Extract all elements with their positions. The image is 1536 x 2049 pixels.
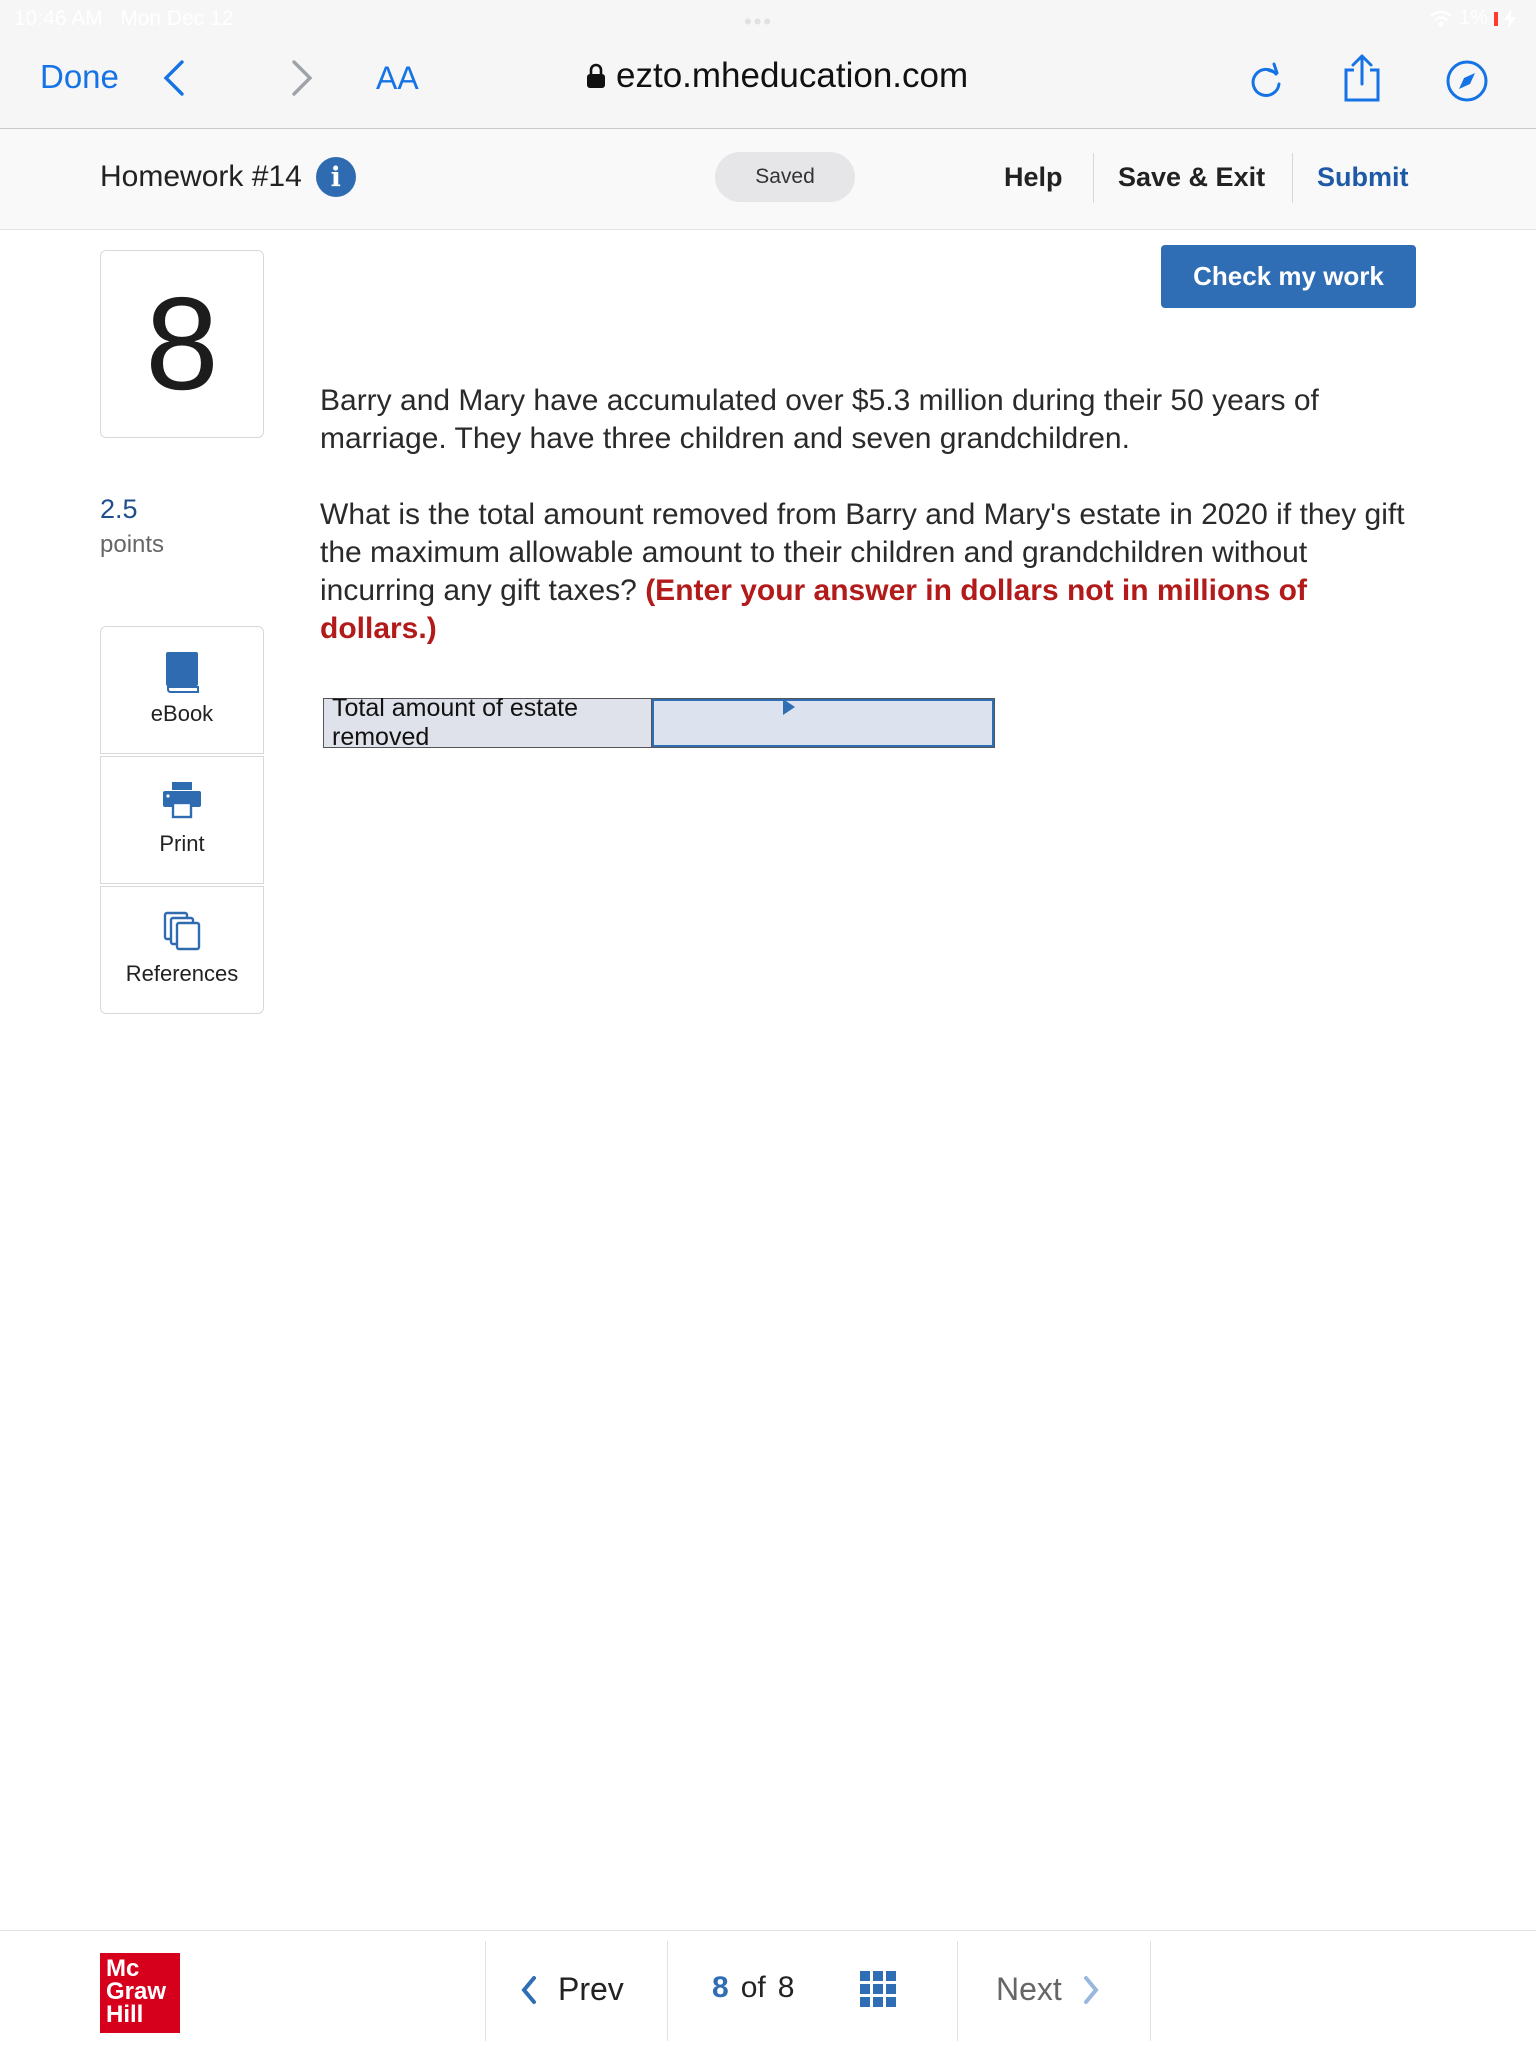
status-time: 10:46 AM Mon Dec 12	[14, 7, 234, 30]
multitasking-dots[interactable]: •••	[744, 9, 774, 34]
address-bar[interactable]	[586, 56, 968, 96]
back-icon[interactable]	[160, 56, 190, 100]
assignment-title	[100, 157, 356, 197]
info-icon[interactable]: i	[316, 157, 356, 197]
references-icon	[163, 911, 201, 951]
chevron-left-icon	[520, 1975, 538, 2005]
book-icon	[165, 651, 199, 693]
ebook-label: eBook	[150, 701, 214, 726]
next-button[interactable]: Next	[996, 1971, 1100, 2008]
save-exit-button[interactable]: Save & Exit	[1118, 162, 1266, 192]
question-number: 8	[145, 270, 219, 417]
divider	[485, 1941, 486, 2041]
assignment-title-text: Homework #14	[100, 160, 302, 193]
reload-icon[interactable]	[1246, 62, 1286, 102]
done-button[interactable]: Done	[40, 58, 119, 95]
print-button[interactable]	[100, 756, 264, 884]
help-button[interactable]: Help	[1004, 162, 1063, 192]
references-button[interactable]	[100, 886, 264, 1014]
question-number-box	[100, 250, 264, 438]
battery-percent: 1%	[1459, 7, 1488, 29]
url-text: ezto.mheducation.com	[616, 56, 969, 95]
divider	[667, 1941, 668, 2041]
printer-icon	[162, 781, 202, 819]
total-questions: 8	[777, 1971, 795, 2004]
input-marker-icon	[783, 699, 795, 715]
question-context: Barry and Mary have accumulated over $5.3 million during their 50 years of marriage. They have three children and seven grandchildren.	[320, 384, 1319, 455]
print-label: Print	[159, 831, 205, 856]
submit-button[interactable]: Submit	[1317, 162, 1409, 192]
share-icon[interactable]	[1340, 52, 1384, 104]
saved-status-badge: Saved	[715, 152, 855, 202]
wifi-icon	[1429, 10, 1453, 28]
assignment-header	[0, 129, 1536, 230]
divider	[957, 1941, 958, 2041]
answer-instruction: (Enter your answer in dollars not in millions of dollars.)	[320, 574, 1307, 645]
answer-table-row	[323, 694, 995, 751]
divider	[1292, 153, 1293, 203]
chevron-right-icon	[1082, 1975, 1100, 2005]
browser-toolbar	[0, 40, 1536, 129]
of-label: of	[740, 1971, 766, 2004]
check-my-work-button[interactable]: Check my work	[1161, 245, 1416, 308]
ebook-button[interactable]	[100, 626, 264, 754]
question-prompt	[320, 496, 1430, 648]
divider	[1150, 1941, 1151, 2041]
mcgraw-hill-logo: Mc Graw Hill	[100, 1953, 180, 2033]
battery-icon	[1494, 12, 1498, 26]
status-bar	[0, 0, 1536, 40]
question-counter[interactable]	[712, 1971, 794, 2005]
bottom-navigation	[0, 1930, 1536, 2049]
compass-icon[interactable]	[1444, 58, 1490, 104]
question-text: What is the total amount removed from Barry and Mary's estate in 2020 if they gift the maximum allowable amount to their children and grandchildren without incurring any gift taxes?	[320, 498, 1405, 607]
question-grid-icon[interactable]	[860, 1971, 896, 2007]
prev-button[interactable]: Prev	[520, 1971, 624, 2008]
points-label: points	[100, 531, 165, 558]
current-question: 8	[712, 1971, 729, 2004]
lock-icon	[586, 63, 606, 89]
references-label: References	[125, 961, 239, 986]
answer-label: Total amount of estate removed	[324, 699, 652, 747]
answer-input[interactable]	[652, 699, 994, 747]
charging-icon	[1504, 9, 1516, 29]
forward-icon[interactable]	[286, 56, 316, 100]
points-value: 2.5	[100, 494, 138, 524]
divider	[1093, 153, 1094, 203]
text-size-button[interactable]: AA	[376, 60, 419, 96]
status-indicators	[1429, 7, 1516, 30]
